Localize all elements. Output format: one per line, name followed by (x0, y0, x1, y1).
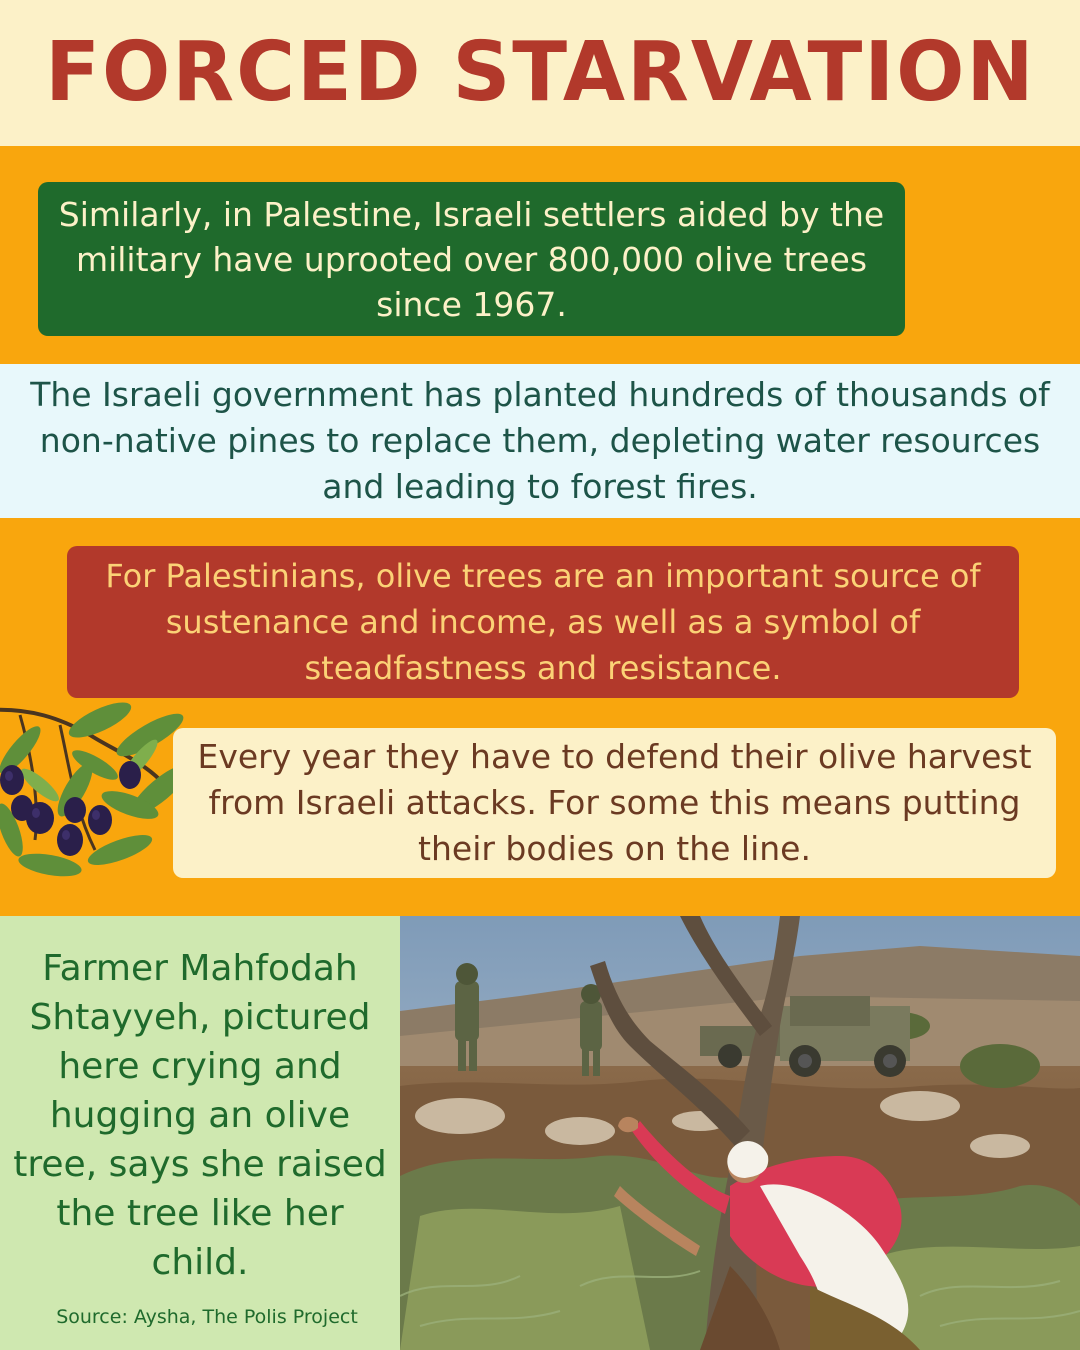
farmer-olive-tree-photo (400, 916, 1080, 1350)
pines-fact-band (0, 364, 1080, 518)
settlers-fact-box (38, 182, 905, 336)
page-title: FORCED STARVATION (44, 25, 1036, 120)
pines-fact-text: The Israeli government has planted hundreds of thousands of non-native pines to replace them, depleting water resources and leading to forest fires. (30, 375, 1050, 506)
sustenance-fact-text: For Palestinians, olive trees are an important source of sustenance and income, as well as a symbol of steadfastness and resistance. (105, 557, 981, 687)
harvest-fact-text: Every year they have to defend their olive harvest from Israeli attacks. For some this means putting their bodies on the line. (197, 737, 1032, 868)
photo-caption: Farmer Mahfodah Shtayyeh, pictured here crying and hugging an olive tree, says she raised the tree like her child. (13, 948, 387, 1283)
settlers-fact-text: Similarly, in Palestine, Israeli settlers aided by the military have uprooted over 800,000 olive trees since 1967. (58, 194, 885, 324)
sustenance-fact-box (67, 546, 1019, 698)
title-band (0, 0, 1080, 146)
source-credit: Source: Aysha, The Polis Project (56, 1306, 358, 1328)
harvest-fact-box (173, 728, 1056, 878)
olive-branch-icon (0, 690, 200, 900)
